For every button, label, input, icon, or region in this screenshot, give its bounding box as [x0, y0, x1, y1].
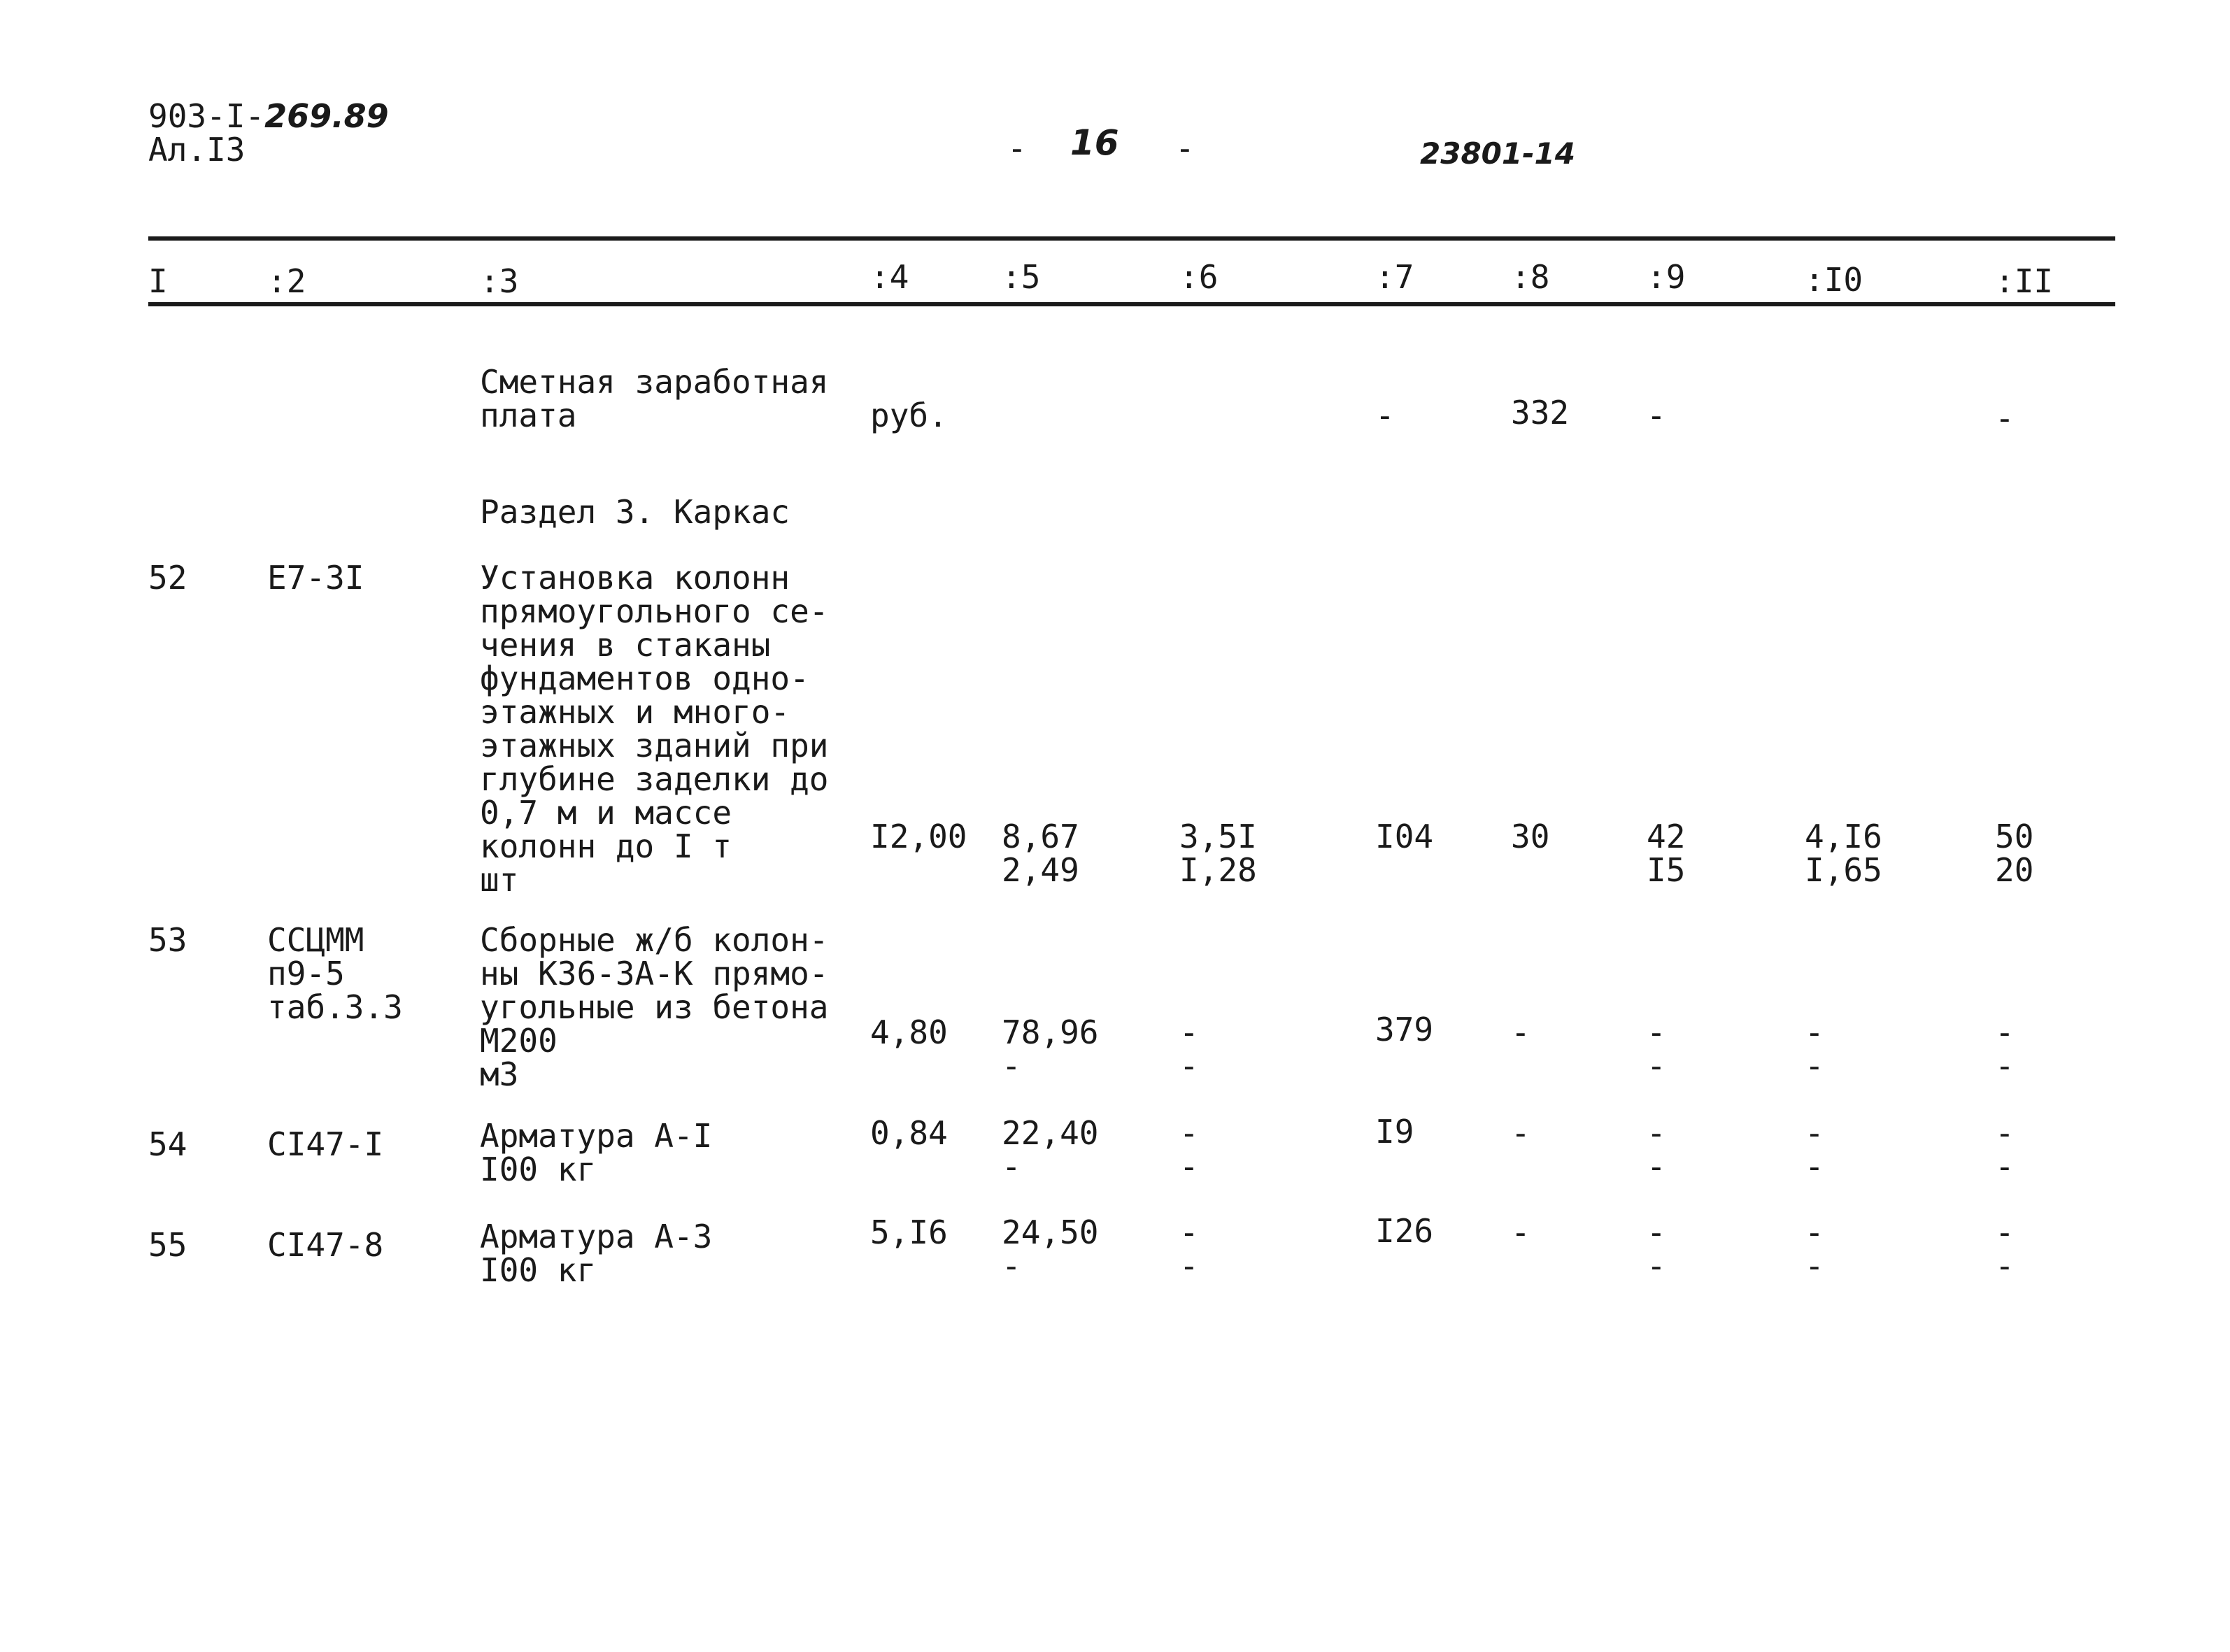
row-name: Установка колонн прямоугольного се- чения в стаканы фундаментов одно- этажных и много- этажных зданий при глубине заделки до 0,7 м и массе колонн до I т шт — [480, 559, 829, 899]
column-header-11: :II — [1995, 262, 2054, 300]
row-col7: I26 — [1375, 1212, 1434, 1250]
row-col10: - - — [1805, 1114, 1824, 1185]
row-col4: 0,84 — [870, 1114, 948, 1152]
row-col8: - — [1511, 1114, 1531, 1152]
section-title: Раздел 3. Каркас — [480, 493, 790, 531]
row-col7: 379 — [1375, 1011, 1434, 1048]
document-code-handwritten: 269.89 — [264, 97, 389, 135]
salary-unit: руб. — [870, 397, 948, 434]
row-col4: 5,I6 — [870, 1213, 948, 1251]
salary-name-line1: Сметная заработная — [480, 363, 829, 401]
row-code: ССЦММ п9-5 таб.3.3 — [267, 921, 403, 1026]
row-col10: - - — [1805, 1213, 1824, 1285]
archive-number: 23801-14 — [1420, 136, 1575, 171]
row-col8: - — [1511, 1213, 1531, 1251]
row-col6: 3,5I I,28 — [1179, 818, 1257, 889]
column-header-9: :9 — [1647, 258, 1686, 296]
row-col9: - - — [1647, 1013, 1666, 1085]
row-col8: 30 — [1511, 818, 1550, 855]
column-header-1: I — [148, 262, 168, 300]
row-col8: - — [1511, 1013, 1531, 1051]
row-col9: 42 I5 — [1647, 818, 1686, 889]
row-col6: - - — [1179, 1114, 1199, 1185]
row-col7: I9 — [1375, 1113, 1414, 1151]
column-header-2: :2 — [267, 262, 306, 300]
salary-col8: 332 — [1511, 394, 1570, 432]
row-col11: 50 20 — [1995, 818, 2034, 889]
salary-col11: - — [1995, 399, 2015, 437]
column-header-7: :7 — [1375, 258, 1414, 296]
row-name: Арматура А-I I00 кг — [480, 1117, 713, 1188]
salary-name-line2: плата — [480, 397, 577, 434]
table-top-rule — [148, 236, 2115, 241]
row-col4: 4,80 — [870, 1013, 948, 1051]
row-number: 54 — [148, 1125, 187, 1163]
document-code — [148, 99, 389, 133]
row-name: Арматура А-3 I00 кг — [480, 1218, 713, 1289]
row-code: СI47-8 — [267, 1226, 384, 1264]
row-col11: - - — [1995, 1114, 2015, 1185]
page-number: 16 — [1070, 122, 1119, 163]
row-col9: - - — [1647, 1213, 1666, 1285]
document-code-printed: 903-I- — [148, 97, 265, 135]
row-name: Сборные ж/б колон- ны К36-3А-К прямо- угольные из бетона М200 м3 — [480, 921, 829, 1093]
row-code: Е7-3I — [267, 559, 364, 597]
row-number: 55 — [148, 1226, 187, 1264]
page-number-prefix: - — [1007, 129, 1027, 167]
column-header-4: :4 — [870, 258, 909, 296]
row-col4: I2,00 — [870, 818, 967, 855]
salary-col9: - — [1647, 397, 1666, 434]
row-col7: I04 — [1375, 818, 1434, 855]
row-col10: - - — [1805, 1013, 1824, 1085]
row-col5: 78,96 - — [1002, 1013, 1099, 1085]
row-number: 53 — [148, 921, 187, 959]
row-number: 52 — [148, 559, 187, 597]
album-number: Ал.I3 — [148, 131, 246, 169]
column-header-5: :5 — [1002, 258, 1041, 296]
column-header-6: :6 — [1179, 258, 1219, 296]
row-code: СI47-I — [267, 1125, 384, 1163]
column-header-8: :8 — [1511, 258, 1550, 296]
column-header-10: :I0 — [1805, 261, 1863, 299]
row-col11: - - — [1995, 1213, 2015, 1285]
row-col11: - - — [1995, 1013, 2015, 1085]
table-header-rule — [148, 302, 2115, 306]
column-header-3: :3 — [480, 262, 519, 300]
row-col5: 24,50 - — [1002, 1213, 1099, 1285]
page-number-suffix: - — [1175, 129, 1195, 167]
row-col5: 8,67 2,49 — [1002, 818, 1079, 889]
salary-col7: - — [1375, 397, 1395, 434]
row-col10: 4,I6 I,65 — [1805, 818, 1882, 889]
row-col5: 22,40 - — [1002, 1114, 1099, 1185]
row-col6: - - — [1179, 1213, 1199, 1285]
row-col6: - - — [1179, 1013, 1199, 1085]
row-col9: - - — [1647, 1114, 1666, 1185]
